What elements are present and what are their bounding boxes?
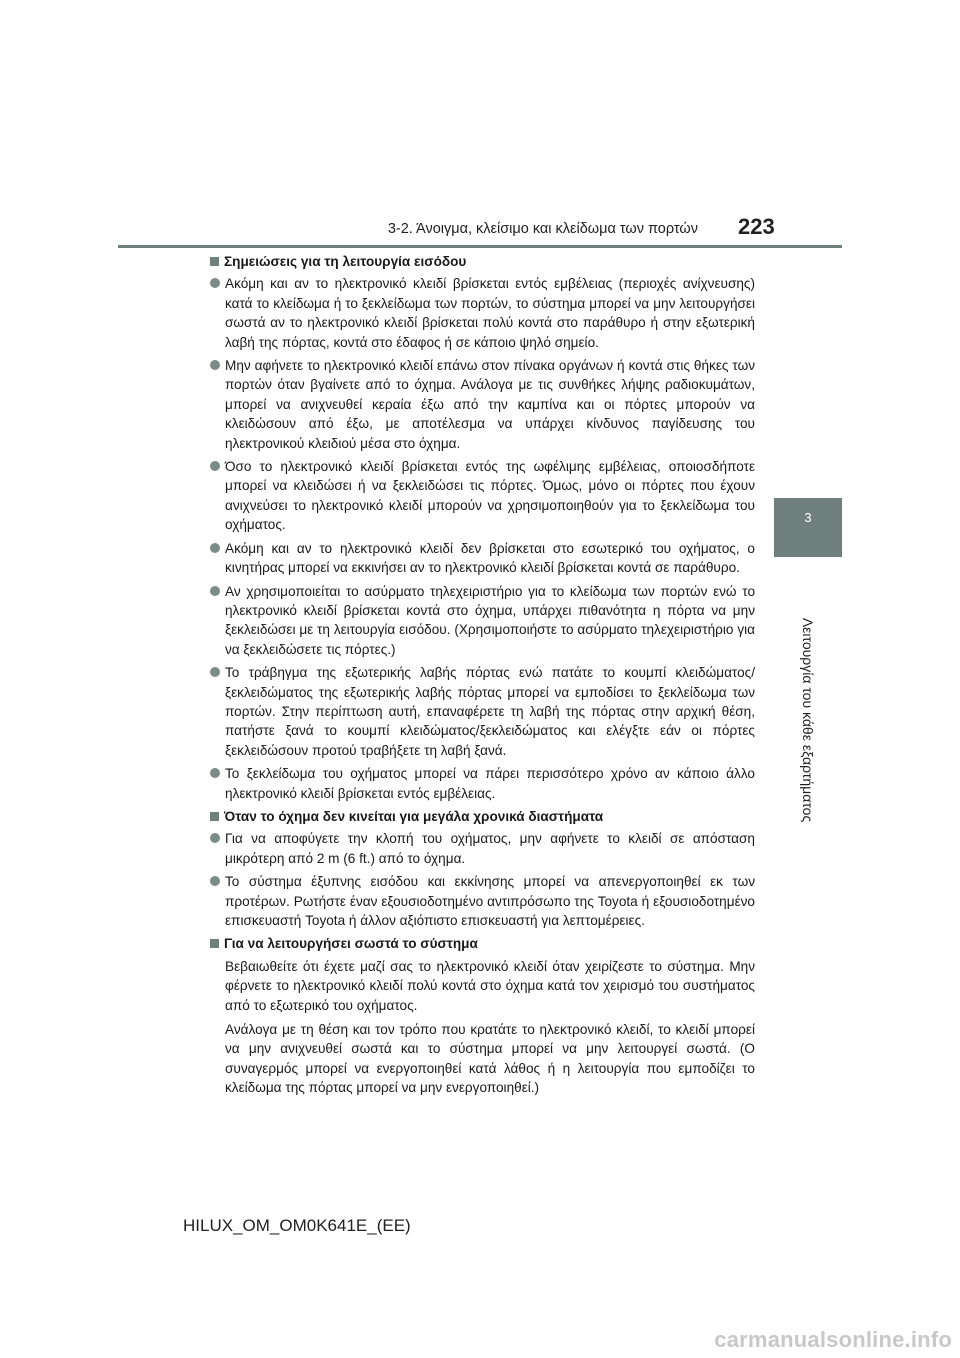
body-paragraph: Βεβαιωθείτε ότι έχετε μαζί σας το ηλεκτρονικό κλειδί όταν χειρίζεστε το σύστημα. Μην φέρνετε το ηλεκτρονικό κλειδί πολύ κοντά στο όχημα κατά τον χειρισμό του συστήματος από το εξωτερικό του οχήματος. [225,958,755,1013]
circle-bullet-icon [210,768,220,778]
bullet-item [210,356,755,453]
bullet-text: Το ξεκλείδωμα του οχήματος μπορεί να πάρει περισσότερο χρόνο αν κάποιο άλλο ηλεκτρονικό κλειδί βρίσκεται εντός εμβέλειας. [225,766,755,801]
circle-bullet-icon [210,461,220,471]
square-bullet-icon [210,257,219,266]
chapter-side-label: Λειτουργία του κάθε εξαρτήματος [800,617,816,823]
bullet-item [210,829,755,868]
bullet-text: Το τράβηγμα της εξωτερικής λαβής πόρτας ενώ πατάτε το κουμπί κλειδώματος/ξεκλειδώματος της εξωτερικής λαβής πόρτας μπορεί να εμποδίσει το ξεκλείδωμα των πορτών. Στην περίπτωση αυτή, επαναφέρετε τη λαβή της πόρτας στην αρχική θέση, πατήστε ξανά το κουμπί κλειδώματος/ξεκλειδώματος και ελέγξτε εάν οι πόρτες ξεκλειδώσουν προτού τραβήξετε τη λαβή ξανά. [225,665,755,758]
chapter-tab-number: 3 [804,510,812,525]
header-rule [118,245,842,248]
section-heading-text: Για να λειτουργήσει σωστά το σύστημα [224,936,478,952]
circle-bullet-icon [210,360,220,370]
bullet-text: Μην αφήνετε το ηλεκτρονικό κλειδί επάνω στον πίνακα οργάνων ή κοντά στις θήκες των πορτών όταν βγαίνετε από το όχημα. Ανάλογα με τις συνθήκες λήψης ραδιοκυμάτων, μπορεί να ανιχνευθεί κεραία έξω από την καμπίνα και οι πόρτες μπορούν να κλειδώσουν από έξω, με αποτέλεσμα να υπάρχει κίνδυνος παγίδευσης του ηλεκτρονικού κλειδιού μέσα στο όχημα. [225,358,755,451]
bullet-item [210,274,755,352]
square-bullet-icon [210,939,219,948]
bullet-text: Ακόμη και αν το ηλεκτρονικό κλειδί βρίσκεται εντός εμβέλειας (περιοχές ανίχνευσης) κατά το κλείδωμα ή το ξεκλείδωμα των πορτών, το σύστημα μπορεί να μην λειτουργήσει σωστά αν το ηλεκτρονικό κλειδί βρίσκεται πολύ κοντά στο παράθυρο ή στην εξωτερική λαβή της πόρτας, κοντά στο έδαφος ή σε κάποιο ψηλό σημείο. [225,276,755,350]
chapter-tab [774,498,842,557]
bullet-item [210,539,755,578]
watermark: carmanualsonline.info [714,1327,952,1352]
bullet-item [210,582,755,660]
circle-bullet-icon [210,876,220,886]
circle-bullet-icon [210,543,220,553]
section-heading [210,934,755,953]
main-content [210,252,755,1103]
circle-bullet-icon [210,278,220,288]
bullet-text: Το σύστημα έξυπνης εισόδου και εκκίνησης μπορεί να απενεργοποιηθεί εκ των προτέρων. Ρωτήστε έναν εξουσιοδοτημένο αντιπρόσωπο της Toyota ή εξουσιοδοτημένο επισκευαστή Toyota ή άλλον αξιόπιστο επισκευαστή για λεπτομέρειες. [225,874,755,928]
bullet-item [210,764,755,803]
circle-bullet-icon [210,667,220,677]
body-paragraph: Ανάλογα με τη θέση και τον τρόπο που κρατάτε το ηλεκτρονικό κλειδί, το κλειδί μπορεί να μην ανιχνευθεί σωστά και το σύστημα μπορεί να μην λειτουργεί σωστά. (Ο συναγερμός μπορεί να ενεργοποιηθεί κατά λάθος ή η λειτουργία που εμποδίζει το κλείδωμα της πόρτας μπορεί να μην ενεργοποιηθεί.) [225,1022,755,1096]
bullet-item [210,663,755,760]
circle-bullet-icon [210,833,220,843]
section-heading-text: Σημειώσεις για τη λειτουργία εισόδου [224,254,467,269]
circle-bullet-icon [210,586,220,596]
bullet-item [210,872,755,930]
section-heading-text: Όταν το όχημα δεν κινείται για μεγάλα χρονικά διαστήματα [224,808,604,824]
bullet-item [210,457,755,535]
header-section-title: 3-2. Άνοιγμα, κλείσιμο και κλείδωμα των πορτών [387,221,698,237]
bullet-text: Ακόμη και αν το ηλεκτρονικό κλειδί δεν βρίσκεται στο εσωτερικό του οχήματος, ο κινητήρας μπορεί να εκκινήσει αν το ηλεκτρονικό κλειδί βρίσκεται κοντά σε παράθυρο. [225,540,755,576]
square-bullet-icon [210,812,219,821]
section-heading [210,252,755,271]
page-number: 223 [738,214,775,239]
bullet-text: Όσο το ηλεκτρονικό κλειδί βρίσκεται εντός της ωφέλιμης εμβέλειας, οποιοσδήποτε μπορεί να κλειδώσει ή να ξεκλειδώσει τις πόρτες. Όμως, μόνο οι πόρτες που έχουν ανιχνεύσει το ηλεκτρονικό κλειδί μπορούν να χρησιμοποιηθούν για το ξεκλείδωμα του οχήματος. [225,459,755,533]
bullet-text: Αν χρησιμοποιείται το ασύρματο τηλεχειριστήριο για το κλείδωμα των πορτών ενώ το ηλεκτρονικό κλειδί βρίσκεται κοντά στο όχημα, υπάρχει πιθανότητα η πόρτα να μην ξεκλειδώσει με τη λειτουργία εισόδου. (Χρησιμοποιήστε το ασύρματο τηλεχειριστήριο για να ξεκλειδώσετε τις πόρτες.) [225,583,755,657]
section-heading [210,807,755,826]
bullet-text: Για να αποφύγετε την κλοπή του οχήματος, μην αφήνετε το κλειδί σε απόσταση μικρότερη από 2 m (6 ft.) από το όχημα. [225,831,755,866]
footer-doc-code: HILUX_OM_OM0K641E_(EE) [183,1216,411,1235]
